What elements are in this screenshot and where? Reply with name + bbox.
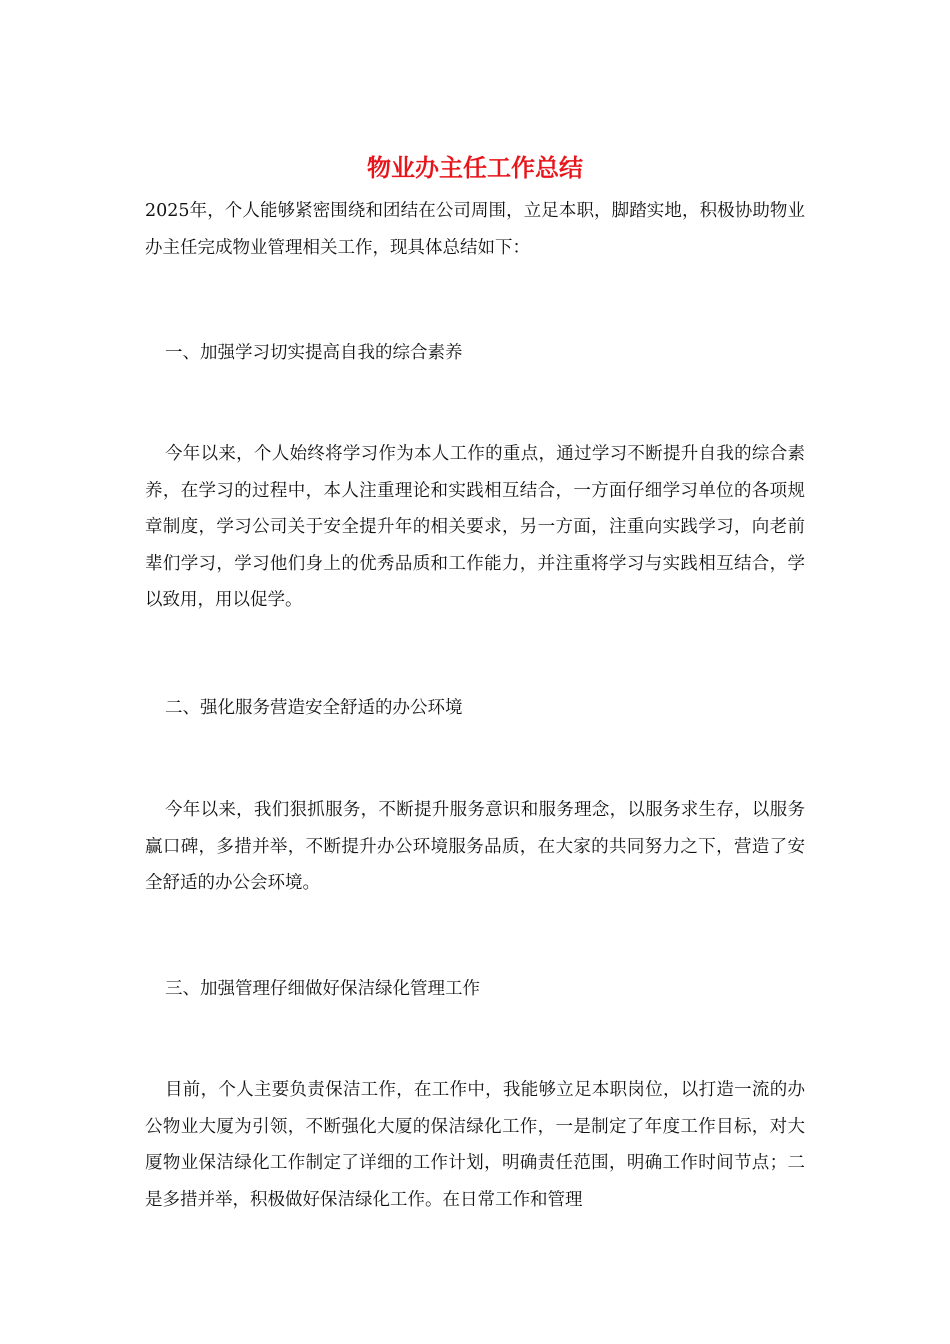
section-body-1: 今年以来，个人始终将学习作为本人工作的重点，通过学习不断提升自我的综合素养，在学习的过程中，本人注重理论和实践相互结合，一方面仔细学习单位的各项规章制度，学习公司关于安全提升年的相关要求，另一方面，注重向实践学习，向老前辈们学习，学习他们身上的优秀品质和工作能力，并注重将学习与实践相互结合，学以致用，用以促学。 (145, 444, 805, 610)
intro-paragraph: 2025年，个人能够紧密围绕和团结在公司周围，立足本职，脚踏实地，积极协助物业办主任完成物业管理相关工作，现具体总结如下： (145, 201, 805, 258)
section-body-2: 今年以来，我们狠抓服务，不断提升服务意识和服务理念，以服务求生存，以服务赢口碑，多措并举，不断提升办公环境服务品质，在大家的共同努力之下，营造了安全舒适的办公会环境。 (145, 800, 805, 893)
section-heading-1: 一、加强学习切实提高自我的综合素养 (165, 343, 463, 363)
section-body-3: 目前，个人主要负责保洁工作，在工作中，我能够立足本职岗位，以打造一流的办公物业大厦为引领，不断强化大厦的保洁绿化工作，一是制定了年度工作目标，对大厦物业保洁绿化工作制定了详细的工作计划，明确责任范围，明确工作时间节点；二是多措并举，积极做好保洁绿化工作。在日常工作和管理 (145, 1080, 805, 1210)
section-heading-3: 三、加强管理仔细做好保洁绿化管理工作 (165, 979, 480, 999)
document-title: 物业办主任工作总结 (367, 153, 583, 182)
section-heading-2: 二、强化服务营造安全舒适的办公环境 (165, 698, 463, 718)
